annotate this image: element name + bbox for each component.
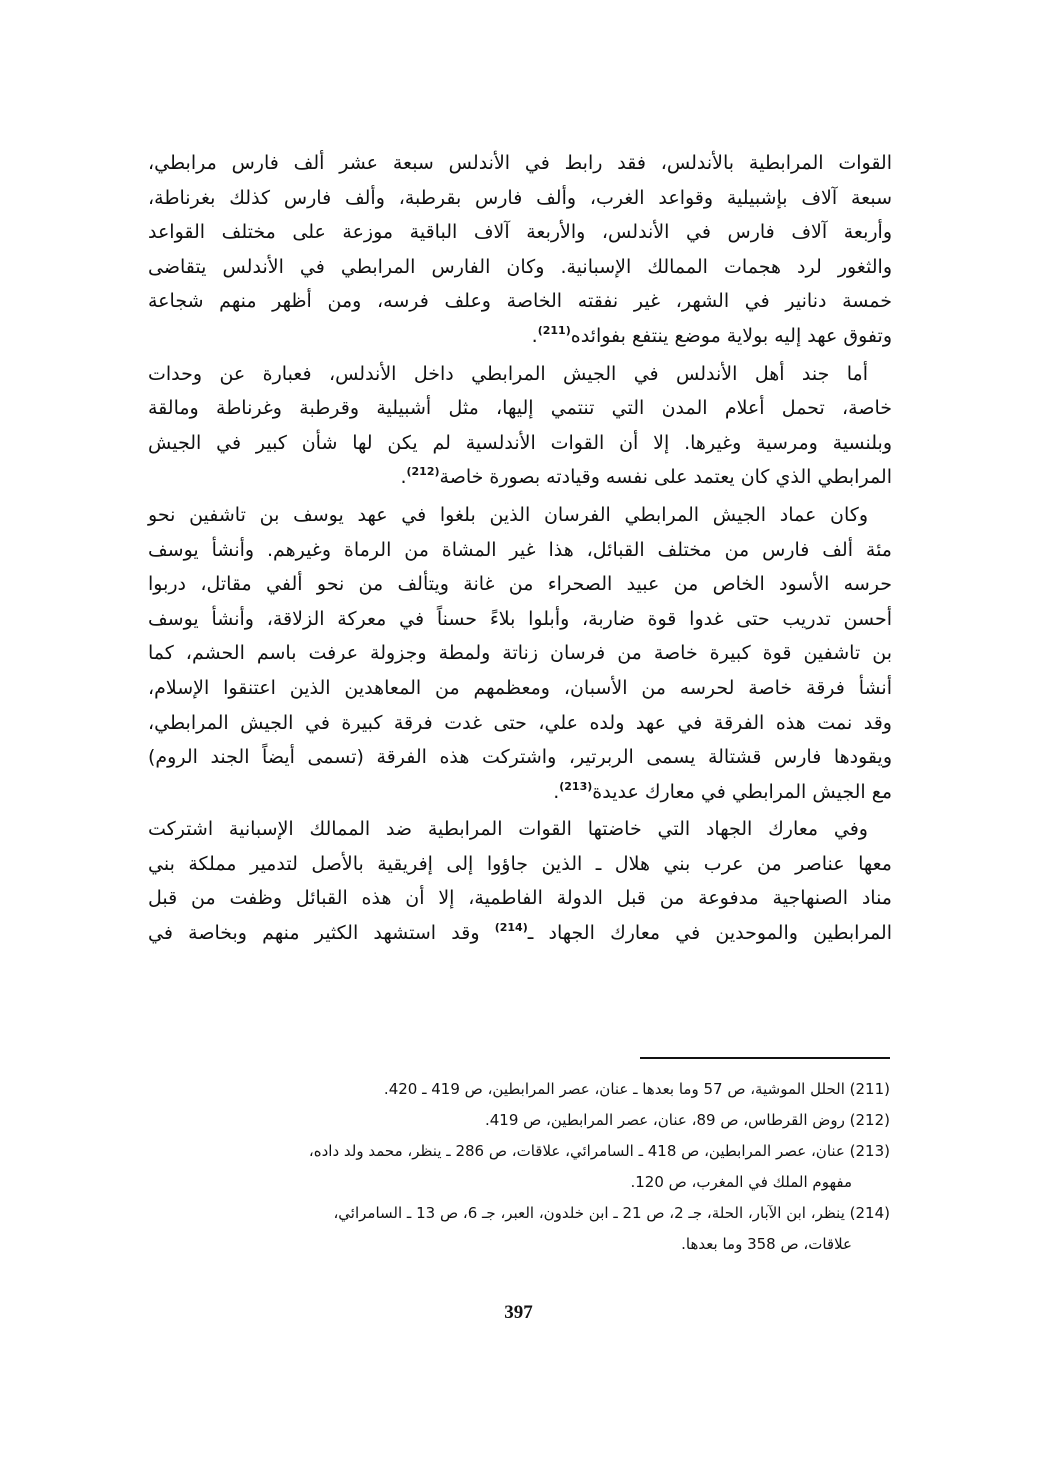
line-text: مع الجيش المرابطي في معارك عديدة — [592, 780, 892, 803]
text-line — [148, 812, 892, 847]
text-line — [148, 881, 892, 916]
line-text: مئة ألف فارس من مختلف القبائل، هذا غير المشاة من الرماة وغيرهم. وأنشأ يوسف — [148, 538, 892, 561]
footnotes — [260, 1074, 890, 1260]
footnote-reference[interactable]: (212) — [406, 465, 440, 479]
line-text: بن تاشفين قوة كبيرة خاصة من فرسان زناتة ولمطة وجزولة عرفت باسم الحشم، كما — [148, 642, 892, 665]
line-text: المرابطين والموحدين في معارك الجهاد ـ — [527, 922, 892, 945]
line-text: أحسن تدريب حتى غدوا قوة ضاربة، وأبلوا بلاءً حسناً في معركة الزلاقة، وأنشأ يوسف — [148, 607, 892, 630]
text-line — [148, 775, 892, 810]
text-line — [148, 357, 892, 392]
paragraph — [148, 498, 892, 809]
line-ending: . — [531, 324, 538, 347]
footnote-line: (212) روض القرطاس، ص 89، عنان، عصر المرابطين، ص 419. — [484, 1111, 890, 1129]
text-line — [148, 847, 892, 882]
body-text — [148, 146, 892, 951]
line-text: أما جند أهل الأندلس في الجيش المرابطي داخل الأندلس، فعبارة عن وحدات — [148, 362, 868, 385]
page-number: 397 — [504, 1302, 533, 1323]
line-ending: . — [553, 780, 560, 803]
footnote-line: (213) عنان، عصر المرابطين، ص 418 ـ السامرائي، علاقات، ص 286 ـ ينظر، محمد ولد داده، — [308, 1142, 890, 1160]
line-text: حرسه الأسود الخاص من عبيد الصحراء من غانة ويتألف من نحو ألفي مقاتل، دربوا — [148, 573, 892, 596]
text-line — [148, 567, 892, 602]
footnote — [260, 1074, 890, 1105]
text-line — [148, 391, 892, 426]
line-text: مناد الصنهاجية مدفوعة من قبل الدولة الفاطمية، إلا أن هذه القبائل وظفت من قبل — [148, 887, 892, 910]
paragraph — [148, 357, 892, 495]
line-text: وتفوق عهد إليه بولاية موضع ينتفع بفوائده — [570, 324, 892, 347]
text-line — [148, 215, 892, 250]
line-text: وقد نمت هذه الفرقة في عهد ولده علي، حتى غدت فرقة كبيرة في الجيش المرابطي، — [148, 711, 892, 734]
text-line — [148, 426, 892, 461]
footnote-line: علاقات، ص 358 وما بعدها. — [681, 1235, 852, 1253]
line-text: القوات المرابطية بالأندلس، فقد رابط في الأندلس سبعة عشر ألف فارس مرابطي، — [148, 152, 892, 174]
line-text: وفي معارك الجهاد التي خاضتها القوات المرابطية ضد الممالك الإسبانية اشتركت — [148, 818, 868, 841]
footnote — [260, 1198, 890, 1260]
text-line — [148, 250, 892, 285]
text-line — [148, 636, 892, 671]
text-line — [148, 533, 892, 568]
line-text: وبلنسية ومرسية وغيرها. إلا أن القوات الأندلسية لم يكن لها شأن كبير في الجيش — [148, 431, 892, 454]
line-text: وأربعة آلاف فارس في الأندلس، والأربعة آلاف الباقية موزعة على مختلف القواعد — [148, 221, 892, 244]
paragraph — [148, 812, 892, 950]
paragraph — [148, 146, 892, 354]
line-ending: . — [400, 466, 407, 489]
line-text: والثغور لرد هجمات الممالك الإسبانية. وكان الفارس المرابطي في الأندلس يتقاضى — [148, 255, 892, 278]
text-line — [148, 146, 892, 181]
footnote-line: (214) ينظر، ابن الآبار، الحلة، جـ 2، ص 21 ـ ابن خلدون، العبر، جـ 6، ص 13 ـ السامرائي، — [333, 1204, 890, 1222]
footnote — [260, 1136, 890, 1198]
line-text: خمسة دنانير في الشهر، غير نفقته الخاصة وعلف فرسه، ومن أظهر منهم شجاعة — [148, 290, 892, 313]
text-line — [148, 319, 892, 354]
footnote — [260, 1105, 890, 1136]
text-line — [148, 460, 892, 495]
text-line — [148, 284, 892, 319]
footnote-separator — [640, 1057, 890, 1059]
line-text: المرابطي الذي كان يعتمد على نفسه وقيادته بصورة خاصة — [439, 466, 892, 489]
line-text: سبعة آلاف بإشبيلية وقواعد الغرب، وألف فارس بقرطبة، وألف فارس كذلك بغرناطة، — [148, 186, 892, 209]
line-text: أنشأ فرقة خاصة لحرسه من الأسبان، ومعظمهم من المعاهدين الذين اعتنقوا الإسلام، — [148, 676, 892, 699]
line-text: معها عناصر من عرب بني هلال ـ الذين جاؤوا إلى إفريقية بالأصل لتدمير مملكة بني — [148, 852, 892, 875]
text-line — [148, 740, 892, 775]
footnote-reference[interactable]: (213) — [559, 779, 593, 793]
footnote-reference[interactable]: (211) — [537, 323, 571, 337]
text-line — [148, 916, 892, 951]
line-text: وكان عماد الجيش المرابطي الفرسان الذين بلغوا في عهد يوسف بن تاشفين نحو — [148, 503, 868, 526]
text-line — [148, 706, 892, 741]
line-ending: وقد استشهد الكثير منهم وبخاصة في — [148, 922, 495, 945]
text-line — [148, 181, 892, 216]
text-line — [148, 671, 892, 706]
footnote-line: (211) الحلل الموشية، ص 57 وما بعدها ـ عنان، عصر المرابطين، ص 419 ـ 420. — [383, 1080, 890, 1098]
line-text: خاصة، تحمل أعلام المدن التي تنتمي إليها، مثل أشبيلية وقرطبة وغرناطة ومالقة — [148, 397, 892, 420]
text-line — [148, 498, 892, 533]
text-line — [148, 602, 892, 637]
footnote-line: مفهوم الملك في المغرب، ص 120. — [630, 1173, 852, 1191]
footnote-reference[interactable]: (214) — [494, 921, 528, 935]
line-text: ويقودها فارس قشتالة يسمى الربرتير، واشتركت هذه الفرقة (تسمى أيضاً الجند الروم) — [148, 746, 892, 769]
